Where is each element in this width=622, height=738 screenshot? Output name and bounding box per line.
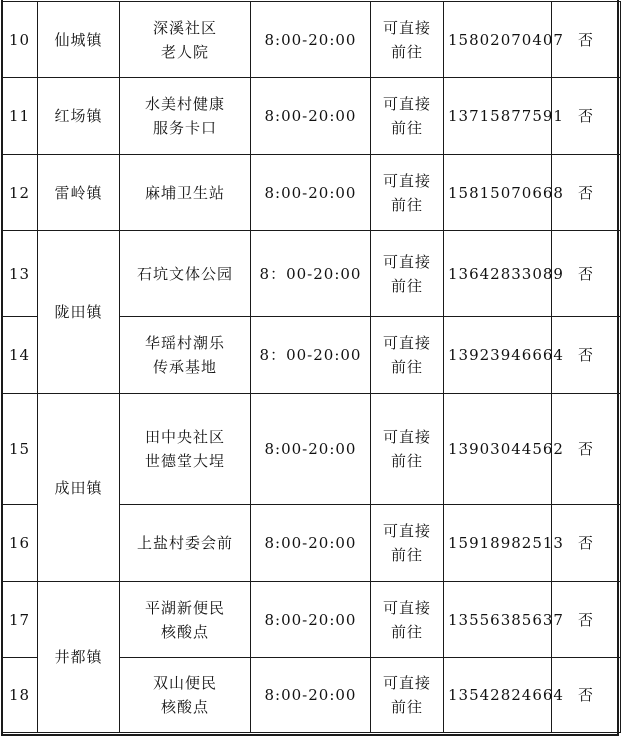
access-line: 前往 [390, 195, 423, 214]
hours-cell: 8：00-20:00 [251, 231, 371, 317]
town-cell: 成田镇 [38, 394, 120, 582]
town-cell: 陇田镇 [38, 231, 120, 394]
access-cell [371, 231, 444, 317]
site-line: 传承基地 [152, 358, 217, 376]
phone-cell: 13642833089 [444, 231, 552, 317]
phone-cell: 13715877591 [444, 78, 552, 155]
site-cell [120, 78, 251, 155]
hours-cell: 8:00-20:00 [251, 582, 371, 658]
access-line: 前往 [390, 698, 423, 716]
site-cell [120, 505, 251, 582]
site-cell [120, 394, 251, 505]
access-line: 前往 [390, 276, 423, 295]
site-cell [120, 658, 251, 733]
row-number: 15 [2, 394, 38, 505]
flag-cell: 否 [552, 317, 621, 394]
site-cell [120, 155, 251, 231]
row-number: 10 [2, 2, 38, 78]
phone-cell: 13542824664 [444, 658, 552, 733]
access-line: 可直接 [382, 522, 431, 540]
phone-cell: 15918982513 [444, 505, 552, 582]
table-row [2, 78, 621, 155]
access-line: 前往 [390, 119, 423, 137]
site-line: 服务卡口 [152, 119, 217, 137]
table-row [2, 582, 621, 658]
access-line: 前往 [390, 622, 423, 641]
hours-cell: 8：00-20:00 [251, 317, 371, 394]
row-number: 16 [2, 505, 38, 582]
access-line: 可直接 [382, 334, 431, 352]
flag-cell: 否 [552, 582, 621, 658]
site-cell [120, 582, 251, 658]
site-line: 水美村健康 [144, 95, 225, 113]
table-row [2, 2, 621, 78]
table-row [2, 394, 621, 505]
site-line: 核酸点 [160, 698, 209, 716]
site-line: 老人院 [160, 42, 209, 61]
row-number: 14 [2, 317, 38, 394]
hours-cell: 8:00-20:00 [251, 394, 371, 505]
access-cell [371, 658, 444, 733]
access-cell [371, 78, 444, 155]
row-number: 12 [2, 155, 38, 231]
hours-cell: 8:00-20:00 [251, 505, 371, 582]
access-line: 可直接 [382, 95, 431, 113]
flag-cell: 否 [552, 658, 621, 733]
row-number: 17 [2, 582, 38, 658]
site-line: 深溪社区 [152, 18, 217, 37]
access-line: 前往 [390, 546, 423, 564]
site-cell [120, 317, 251, 394]
flag-cell: 否 [552, 505, 621, 582]
flag-cell: 否 [552, 78, 621, 155]
table-row [2, 155, 621, 231]
access-line: 可直接 [382, 428, 431, 446]
site-line: 双山便民 [152, 674, 217, 692]
site-line: 上盐村委会前 [136, 534, 233, 552]
access-line: 可直接 [382, 674, 431, 692]
access-cell [371, 317, 444, 394]
row-number: 18 [2, 658, 38, 733]
site-cell [120, 2, 251, 78]
access-line: 可直接 [382, 598, 431, 617]
town-cell: 井都镇 [38, 582, 120, 733]
site-line: 核酸点 [160, 622, 209, 641]
town-cell: 雷岭镇 [38, 155, 120, 231]
table-row [2, 231, 621, 317]
flag-cell: 否 [552, 2, 621, 78]
access-line: 可直接 [382, 171, 431, 190]
hours-cell: 8:00-20:00 [251, 2, 371, 78]
access-cell [371, 505, 444, 582]
access-line: 可直接 [382, 252, 431, 271]
site-line: 麻埔卫生站 [144, 183, 225, 202]
phone-cell: 13556385637 [444, 582, 552, 658]
access-cell [371, 2, 444, 78]
hours-cell: 8:00-20:00 [251, 78, 371, 155]
access-line: 前往 [390, 358, 423, 376]
site-line: 石坑文体公园 [136, 264, 233, 283]
site-line: 平湖新便民 [144, 598, 225, 617]
testing-site-table [1, 1, 621, 733]
access-cell [371, 582, 444, 658]
site-line: 华瑶村潮乐 [144, 334, 225, 352]
row-number: 13 [2, 231, 38, 317]
flag-cell: 否 [552, 231, 621, 317]
phone-cell: 15802070407 [444, 2, 552, 78]
access-line: 可直接 [382, 18, 431, 37]
phone-cell: 13923946664 [444, 317, 552, 394]
site-line: 田中央社区 [144, 428, 225, 446]
site-line: 世德堂大埕 [144, 452, 225, 470]
hours-cell: 8:00-20:00 [251, 155, 371, 231]
access-line: 前往 [390, 452, 423, 470]
hours-cell: 8:00-20:00 [251, 658, 371, 733]
access-line: 前往 [390, 42, 423, 61]
phone-cell: 15815070668 [444, 155, 552, 231]
town-cell: 红场镇 [38, 78, 120, 155]
flag-cell: 否 [552, 155, 621, 231]
site-cell [120, 231, 251, 317]
town-cell: 仙城镇 [38, 2, 120, 78]
access-cell [371, 155, 444, 231]
access-cell [371, 394, 444, 505]
phone-cell: 13903044562 [444, 394, 552, 505]
flag-cell: 否 [552, 394, 621, 505]
row-number: 11 [2, 78, 38, 155]
